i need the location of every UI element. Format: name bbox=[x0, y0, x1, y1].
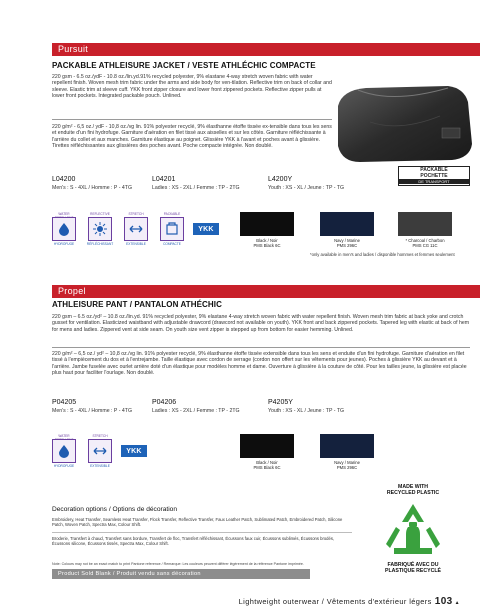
product-heading: PACKABLE ATHLEISURE JACKET / VESTE ATHLÉCHIC COMPACTE bbox=[52, 61, 316, 70]
description-en: 220 gsm – 6.5 oz./yd² – 10.8 oz./lin.yd. 91% recycled polyester, 9% elastane 4-way stretch woven fabric with water repellent finish. Woven mesh trim fabric at back yoke and crotch gusset for ventilation. Elasticized waistband with adjustable drawcord (drawcord not available on youth). YKK front and back zippered pockets. Tapered leg with elastic at back of hem for mens and ladies. Zippered vent at side seam. On youth size vent zipper is stepped up from bottom for easier hemming. Unlined. bbox=[52, 314, 470, 333]
swatch-caption bbox=[312, 460, 382, 470]
packable-icon bbox=[160, 217, 184, 241]
packable-pouch-image bbox=[330, 82, 475, 164]
recycled-line: FABRIQUÉ AVEC DU bbox=[387, 562, 439, 568]
sold-blank-bar bbox=[52, 569, 310, 579]
swatch-caption bbox=[390, 238, 460, 248]
recycled-line: PLASTIQUE RECYCLÉ bbox=[385, 568, 441, 575]
swatch-label: Black / Noir bbox=[256, 460, 278, 465]
reflective-icon bbox=[88, 217, 112, 241]
packable-badge bbox=[398, 166, 470, 186]
footer-category: Lightweight outerwear / Vêtements d'extérieur légers bbox=[238, 597, 432, 606]
section-title: Pursuit bbox=[58, 44, 89, 54]
availability-footnote: *only available in men's and ladies / disponible hommes et femmes seulement bbox=[310, 252, 455, 257]
swatch-label: Navy / Marine bbox=[334, 460, 360, 465]
sold-blank-text: Product Sold Blank / Produit vendu sans décoration bbox=[58, 571, 201, 577]
swatch-pms: PMS 296C bbox=[336, 243, 358, 248]
water-drop-icon bbox=[52, 439, 76, 463]
style-sizes: Ladies : XS - 2XL / Femme : TP - 2TG bbox=[152, 185, 240, 191]
style-code: P04206 bbox=[152, 399, 177, 406]
swatch-caption bbox=[312, 238, 382, 248]
feature-label-bottom: COMPACTE bbox=[163, 242, 181, 246]
recycled-bottle-icon bbox=[380, 500, 446, 560]
style-code: L04201 bbox=[152, 176, 176, 183]
stretch-icon bbox=[88, 439, 112, 463]
swatch-caption bbox=[232, 460, 302, 470]
feature-label-top: STRETCH bbox=[128, 212, 144, 216]
feature-label-bottom: HYDROFUGE bbox=[53, 242, 75, 246]
description-en: 220 gsm - 6.5 oz./ydF - 10.8 oz./lin.yd.91% recycled polyester, 9% elastane 4-way stretch woven fabric with water repellent finish. Woven mesh trim fabric under the arms and side body for ven-tilation. Reflective trim on back of collar and sleeve. Elastic trim at sleeve cuff. YKK front zipper closure and lower front zippered pockets. Reflective zipper pulls at lower front pockets. Integrated packable pouch. Unlined. bbox=[52, 74, 332, 100]
divider bbox=[52, 347, 470, 348]
stretch-icon bbox=[124, 217, 148, 241]
style-sizes: Men's : S - 4XL / Homme : P - 4TG bbox=[52, 408, 132, 414]
water-drop-icon bbox=[52, 217, 76, 241]
style-code: P4205Y bbox=[268, 399, 293, 406]
style-sizes: Youth : XS - XL / Jeune : TP - TG bbox=[268, 408, 345, 414]
feature-label-bottom: EXTENSIBLE bbox=[90, 464, 110, 468]
arrow-icon: ▲ bbox=[454, 600, 460, 606]
color-swatch-navy bbox=[320, 212, 374, 236]
swatch-pms: PMS CG 11C bbox=[412, 243, 438, 248]
recycled-label-en bbox=[376, 484, 450, 496]
recycled-label-fr bbox=[374, 562, 452, 574]
swatch-pms: PMS 296C bbox=[336, 465, 358, 470]
swatch-label: Navy / Marine bbox=[334, 238, 360, 243]
decoration-title: Decoration options / Options de décoration bbox=[52, 506, 177, 513]
description-fr: 220 g/m² - 6,5 oz./ ydF - 10,8 oz./vg lin. 91% polyester recyclé, 9% élasthanne étoffe tissée ex-tensible dans tous les sens et enduite d'un fini hydrofuge. Garniture d'aération en filet tissé aux aisselles et sur les côtés. Garniture réfléchissante à l'arrière du collet et aux manches. Garniture élastique au poignet. Glissière YKK à l'avant et poches avant à glissière. Tirettes réfléchissantes aux glissières des poches avant. Poche compacte intégrée. Non doublé. bbox=[52, 124, 332, 150]
feature-label-top: PACKABLE bbox=[163, 212, 181, 216]
style-code: L04200 bbox=[52, 176, 76, 183]
swatch-label: Black / Noir bbox=[256, 238, 278, 243]
swatch-label: * Charcoal / Charbon bbox=[405, 238, 445, 243]
style-code: P04205 bbox=[52, 399, 77, 406]
color-swatch-navy bbox=[320, 434, 374, 458]
product-heading: ATHLEISURE PANT / PANTALON ATHÉCHIC bbox=[52, 300, 223, 309]
style-sizes: Youth : XS - XL / Jeune : TP - TG bbox=[268, 185, 345, 191]
style-code: L4200Y bbox=[268, 176, 293, 183]
section-header-pursuit bbox=[52, 43, 480, 56]
style-sizes: Ladies : XS - 2XL / Femme : TP - 2TG bbox=[152, 408, 240, 414]
feature-label-top: STRETCH bbox=[92, 434, 108, 438]
style-sizes: Men's : S - 4XL / Homme : P - 4TG bbox=[52, 185, 132, 191]
feature-label-top: REFLECTIVE bbox=[90, 212, 110, 216]
recycled-line: MADE WITH bbox=[398, 484, 428, 490]
color-swatch-black bbox=[240, 434, 294, 458]
swatch-pms: PMS Black 6C bbox=[253, 465, 281, 470]
feature-label-top: WATER bbox=[58, 434, 70, 438]
feature-label-bottom: HYDROFUGE bbox=[53, 464, 75, 468]
page-footer bbox=[239, 596, 460, 607]
badge-line-1: PACKABLE bbox=[420, 167, 448, 173]
page-number: 103 bbox=[434, 596, 453, 607]
color-swatch-black bbox=[240, 212, 294, 236]
section-title: Propel bbox=[58, 286, 86, 296]
feature-label-bottom: EXTENSIBLE bbox=[126, 242, 146, 246]
decoration-list-fr: Broderie, Transfert à chaud, Transfert sans bordure, Transfert de floc, Transfert réfléchissant, Écussons faux cuir, Écussons sublimés, Écussons brodés, Écussons silicone, Écussons tissés, Spectra Max, Colour Shift. bbox=[52, 536, 335, 547]
feature-label-bottom: RÉFLÉCHISSANT bbox=[86, 242, 114, 246]
swatch-pms: PMS Black 6C bbox=[253, 243, 281, 248]
ykk-logo: YKK bbox=[193, 223, 219, 235]
decoration-list-en: Embroidery, Heat Transfer, Seamless Heat Transfer, Flock Transfer, Reflective Transfer, Faux Leather Patch, Sublimated Patch, Embroidered Patch, Silicone Patch, Woven Patch, Spectra Max, Colour Shift. bbox=[52, 517, 343, 528]
feature-label-top: WATER bbox=[58, 212, 70, 216]
swatch-caption bbox=[232, 238, 302, 248]
divider bbox=[52, 119, 332, 120]
badge-line-2: POCHETTE bbox=[420, 173, 448, 179]
badge-line-3: DE TRANSPORT bbox=[399, 179, 469, 184]
section-header-propel bbox=[52, 285, 480, 298]
divider bbox=[52, 532, 352, 533]
colour-note: Note: Colours may not be an exact match to print Pantone reference / Remarque: Les couleurs peuvent différer légèrement de la référence Pantone imprimée. bbox=[52, 562, 304, 566]
description-fr: 220 g/m² – 6,5 oz./ yd² – 10,8 oz./vg lin. 91% polyester recyclé, 9% élasthanne étoffe tissée extensible dans tous les sens et enduite d'un fini hydrofuge. Garniture d'aération en filet tissé à l'empiècement du dos et à l'entrejambe. Taille élastique avec cordon de serrage (cordon non offert sur les vêtements pour jeunes). Poches à glissière YKK au devant et à l'arrière. Jambe fuselée avec ourlet arrière doté d'un élastique pour modèles homme et dame. Ouverture à glissière à la couture de côté. Pour les tailles jeune, la glissière est placée plus haut pour faciliter l'ourlage. Non doublé. bbox=[52, 351, 467, 377]
recycled-line: RECYCLED PLASTIC bbox=[386, 490, 440, 497]
ykk-logo: YKK bbox=[121, 445, 147, 457]
color-swatch-charcoal bbox=[398, 212, 452, 236]
